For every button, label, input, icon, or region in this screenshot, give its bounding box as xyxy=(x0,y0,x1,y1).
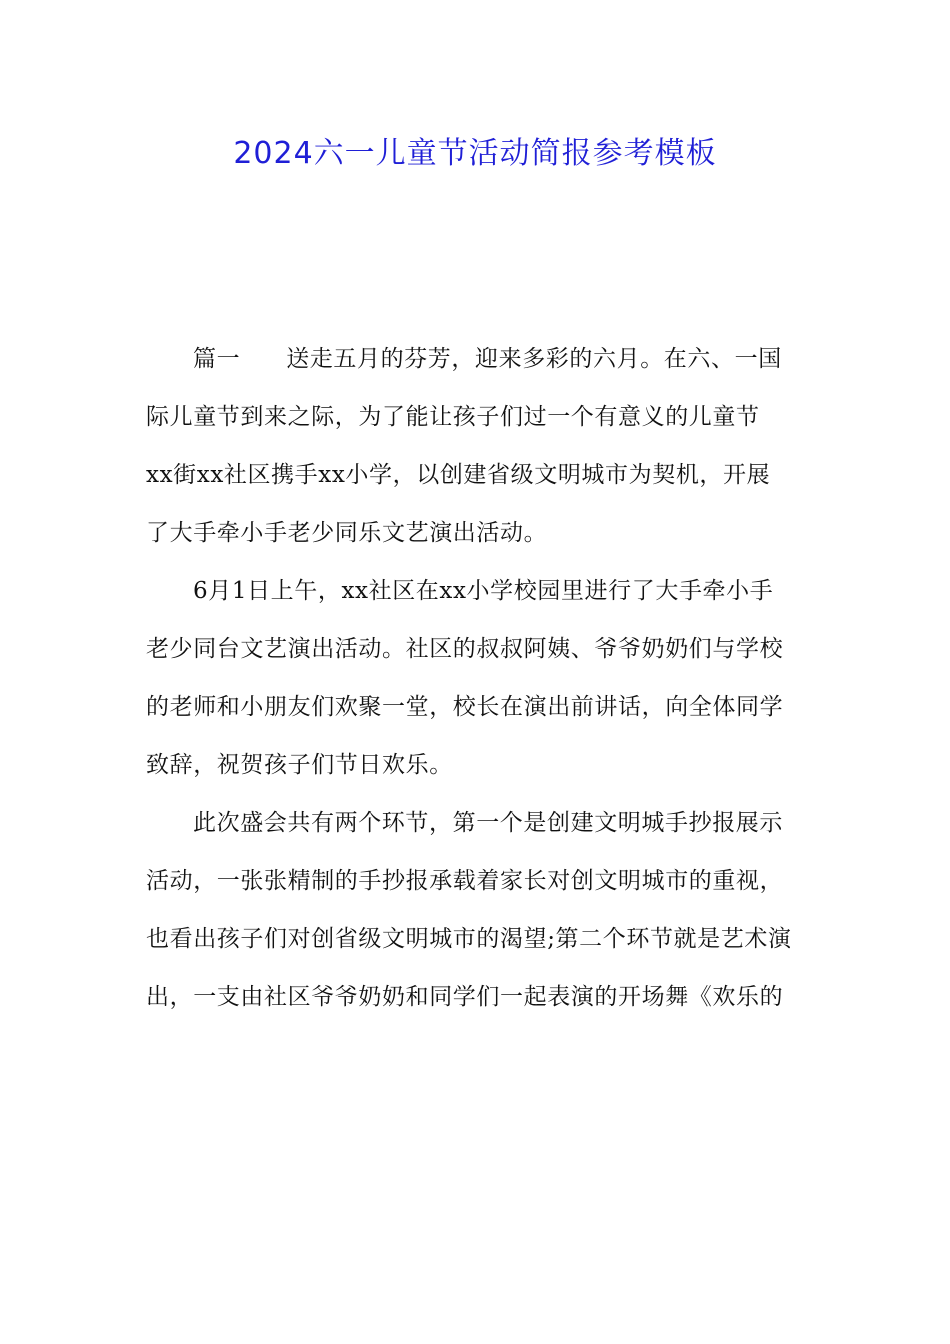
paragraph-line: 此次盛会共有两个环节，第一个是创建文明城手抄报展示 xyxy=(193,810,783,836)
paragraph-line: xx街xx社区携手xx小学，以创建省级文明城市为契机，开展 xyxy=(146,462,771,488)
document-body xyxy=(146,330,806,1026)
paragraph-line: 出，一支由社区爷爷奶奶和同学们一起表演的开场舞《欢乐的 xyxy=(146,984,784,1010)
paragraph-line xyxy=(146,330,806,388)
paragraph-line: 了大手牵小手老少同乐文艺演出活动。 xyxy=(146,520,548,546)
paragraph-line: 的老师和小朋友们欢聚一堂，校长在演出前讲话，向全体同学 xyxy=(146,694,784,720)
paragraph-2 xyxy=(146,562,806,794)
paragraph-line: 6月1日上午，xx社区在xx小学校园里进行了大手牵小手 xyxy=(193,578,774,604)
paragraph-line: 也看出孩子们对创省级文明城市的渴望;第二个环节就是艺术演 xyxy=(146,926,792,952)
paragraph-line: 致辞，祝贺孩子们节日欢乐。 xyxy=(146,752,453,778)
document-title: 2024六一儿童节活动简报参考模板 xyxy=(233,136,717,171)
section-label: 篇一 xyxy=(193,346,241,372)
line-text: 送走五月的芬芳，迎来多彩的六月。在六、一国 xyxy=(286,346,782,372)
paragraph-3 xyxy=(146,794,806,1026)
paragraph-line: 活动，一张张精制的手抄报承载着家长对创文明城市的重视， xyxy=(146,868,784,894)
paragraph-line: 老少同台文艺演出活动。社区的叔叔阿姨、爷爷奶奶们与学校 xyxy=(146,636,784,662)
paragraph-line: 际儿童节到来之际，为了能让孩子们过一个有意义的儿童节 xyxy=(146,404,760,430)
paragraph-1 xyxy=(146,330,806,562)
